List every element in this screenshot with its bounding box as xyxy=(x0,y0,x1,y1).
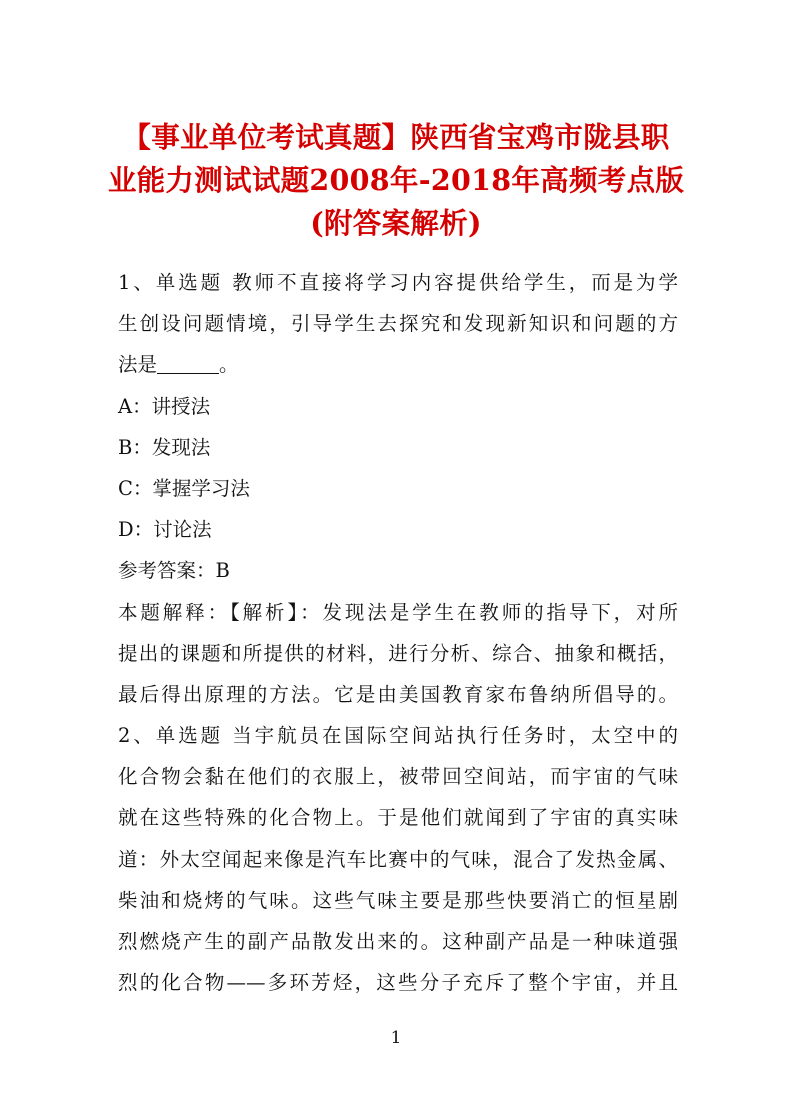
question-1-stem-punct: 。 xyxy=(219,353,239,377)
option-d: D：讨论法 xyxy=(118,518,212,542)
question-1-stem-end xyxy=(118,344,678,385)
question-2-stem-line: 烈燃烧产生的副产品散发出来的。这种副产品是一种味道强 xyxy=(118,930,678,953)
option-a: A：讲授法 xyxy=(118,394,211,418)
title-line: 【事业单位考试真题】陕西省宝鸡市陇县职 xyxy=(122,120,670,154)
title-line: (附答案解析) xyxy=(310,206,482,240)
option-b: B：发现法 xyxy=(118,435,211,459)
title-line: 业能力测试试题2008年-2018年高频考点版 xyxy=(107,163,685,197)
question-2-stem-line: 就在这些特殊的化合物上。于是他们就闻到了宇宙的真实味 xyxy=(118,806,678,830)
question-2-stem-line: 柴油和烧烤的气味。这些气味主要是那些快要消亡的恒星剧 xyxy=(118,888,678,912)
page-number: 1 xyxy=(390,1028,402,1048)
explanation-line: 最后得出原理的方法。它是由美国教育家布鲁纳所倡导的。 xyxy=(118,682,678,706)
question-2-stem-line: 道：外太空闻起来像是汽车比赛中的气味，混合了发热金属、 xyxy=(118,847,678,871)
document-body xyxy=(118,262,678,1003)
document-title xyxy=(100,116,692,245)
question-2-stem-line: 烈的化合物——多环芳烃，这些分子充斥了整个宇宙，并且 xyxy=(118,971,678,995)
question-2-stem-line: 化合物会黏在他们的衣服上，被带回空间站，而宇宙的气味 xyxy=(118,765,678,789)
reference-answer: 参考答案：B xyxy=(118,559,230,583)
question-1-stem-text: 法是 xyxy=(118,353,158,377)
question-2-stem-line: 2、单选题 当宇航员在国际空间站执行任务时，太空中的 xyxy=(118,724,678,748)
explanation-line: 本题解释：【解析】：发现法是学生在教师的指导下，对所 xyxy=(118,600,678,624)
question-1-stem-line: 1、单选题 教师不直接将学习内容提供给学生，而是为学 xyxy=(118,271,678,294)
question-1-stem-line: 生创设问题情境，引导学生去探究和发现新知识和问题的方 xyxy=(118,312,678,336)
option-c: C：掌握学习法 xyxy=(118,476,250,500)
explanation-line: 提出的课题和所提供的材料，进行分析、综合、抽象和概括， xyxy=(118,641,678,665)
answer-blank xyxy=(157,355,219,374)
